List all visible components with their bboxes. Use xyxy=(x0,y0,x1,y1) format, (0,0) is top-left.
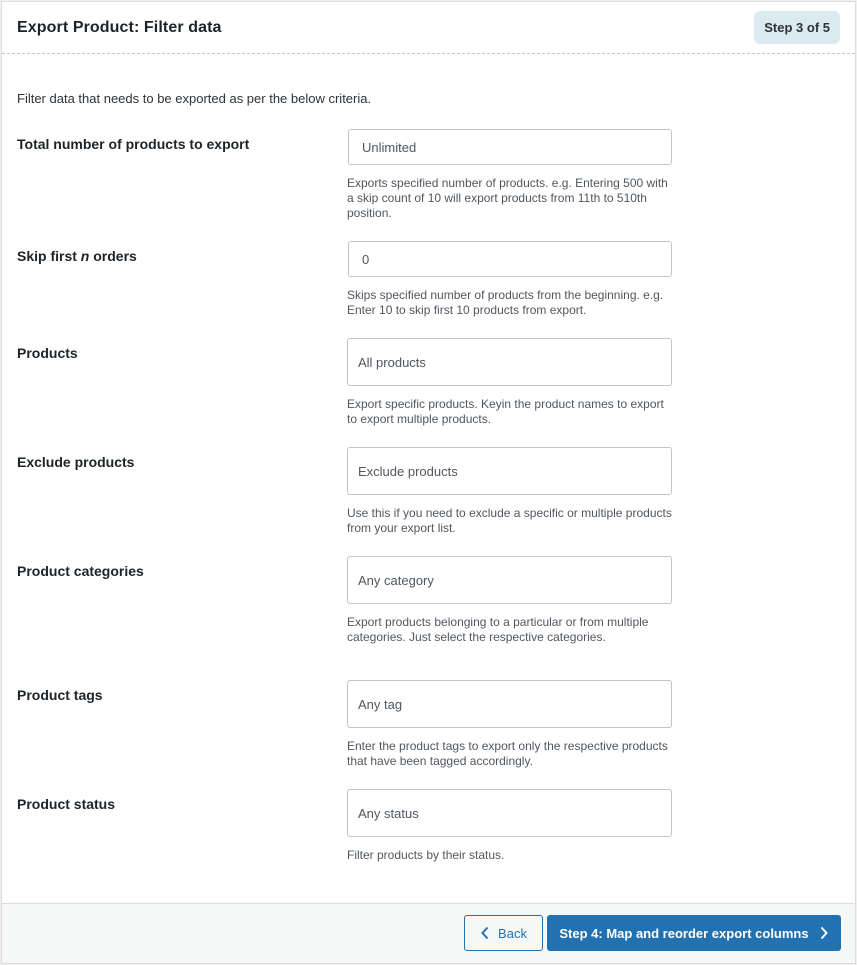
exclude-help: Use this if you need to exclude a specific or multiple products from your export list. xyxy=(347,506,672,535)
categories-help: Export products belonging to a particular or from multiple categories. Just select the respective categories. xyxy=(347,615,649,644)
products-label: Products xyxy=(17,345,78,361)
next-step-button[interactable] xyxy=(547,915,841,951)
products-help: Export specific products. Keyin the product names to export to export multiple products. xyxy=(347,397,664,426)
exclude-label: Exclude products xyxy=(17,454,135,470)
limit-help: Exports specified number of products. e.g. Entering 500 with a skip count of 10 will export products from 11th to 510th position. xyxy=(347,176,668,220)
limit-label: Total number of products to export xyxy=(17,136,250,152)
tags-help: Enter the product tags to export only the respective products that have been tagged accordingly. xyxy=(347,739,668,768)
export-panel xyxy=(1,1,856,964)
skip-label-var: n xyxy=(80,248,90,264)
intro-text: Filter data that needs to be exported as per the below criteria. xyxy=(17,91,372,106)
tags-label: Product tags xyxy=(17,687,103,703)
categories-select[interactable]: Any category xyxy=(347,556,672,604)
skip-help: Skips specified number of products from the beginning. e.g. Enter 10 to skip first 10 products from export. xyxy=(347,288,664,317)
status-help: Filter products by their status. xyxy=(347,848,505,862)
skip-label: Skip first n orders xyxy=(17,248,137,264)
step-badge: Step 3 of 5 xyxy=(754,11,840,44)
limit-input[interactable]: Unlimited xyxy=(348,129,672,165)
page-title: Export Product: Filter data xyxy=(17,18,222,36)
categories-label: Product categories xyxy=(17,563,144,579)
status-label: Product status xyxy=(17,796,116,812)
chevron-right-icon xyxy=(819,926,829,940)
next-step-button-label: Step 4: Map and reorder export columns xyxy=(559,925,809,941)
chevron-left-icon xyxy=(480,926,490,940)
products-select[interactable]: All products xyxy=(347,338,672,386)
skip-input[interactable]: 0 xyxy=(348,241,672,277)
back-button[interactable] xyxy=(464,915,543,951)
tags-select[interactable]: Any tag xyxy=(347,680,672,728)
back-button-label: Back xyxy=(498,925,527,941)
status-select[interactable]: Any status xyxy=(347,789,672,837)
panel-header xyxy=(2,2,855,54)
exclude-select[interactable]: Exclude products xyxy=(347,447,672,495)
panel-footer xyxy=(2,903,855,963)
